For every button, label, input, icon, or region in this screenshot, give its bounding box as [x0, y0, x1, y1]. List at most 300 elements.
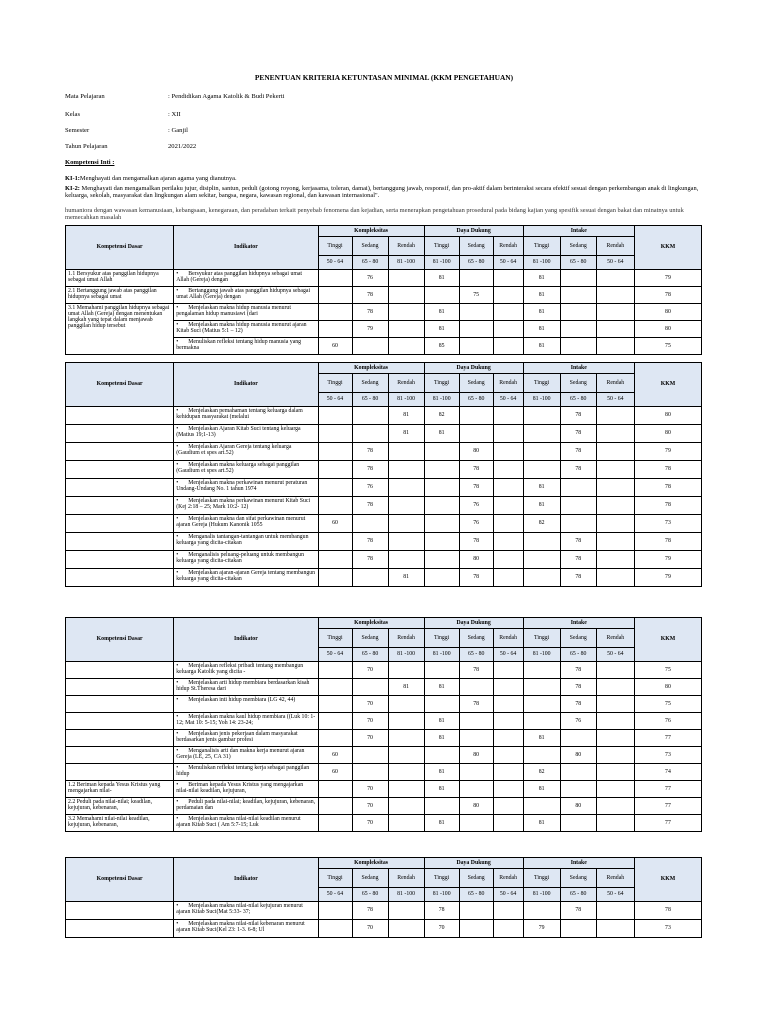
indikator-cell	[174, 679, 318, 696]
kompetensi-dasar-cell	[66, 407, 174, 425]
kkm-cell: 80	[634, 407, 701, 425]
score-cell: 81	[523, 287, 560, 304]
bullet-icon: •	[176, 570, 179, 576]
bullet-icon: •	[176, 680, 179, 686]
table-row	[66, 815, 702, 832]
score-cell: 81	[388, 569, 424, 587]
kkm-cell: 74	[634, 764, 701, 781]
score-cell: 81	[523, 815, 560, 832]
score-cell: 80	[459, 443, 493, 461]
score-cell	[523, 461, 560, 479]
score-cell: 76	[352, 270, 388, 287]
kompetensi-dasar-cell: 2.1 Bertanggung jawab atas panggilan hidupnya sebagai umat	[66, 287, 174, 304]
table-row	[66, 425, 702, 443]
score-cell: 81	[523, 479, 560, 497]
header-level: Rendah	[493, 629, 523, 648]
score-cell: 60	[318, 338, 352, 355]
header-range: 65 - 80	[560, 393, 596, 407]
header-range: 65 - 80	[459, 648, 493, 662]
table-row	[66, 798, 702, 815]
score-cell	[560, 338, 596, 355]
header-level: Sedang	[459, 374, 493, 393]
score-cell	[388, 270, 424, 287]
score-cell	[560, 321, 596, 338]
header-kompleksitas: Kompleksitas	[318, 363, 424, 374]
score-cell: 60	[318, 515, 352, 533]
header-range: 81 -100	[388, 648, 424, 662]
header-range: 65 - 80	[352, 256, 388, 270]
indikator-cell	[174, 270, 318, 287]
meta-label: Tahun Pelajaran	[65, 143, 108, 150]
score-cell: 82	[424, 407, 459, 425]
score-cell: 81	[424, 304, 459, 321]
score-cell: 78	[560, 696, 596, 713]
header-level: Tinggi	[424, 237, 459, 256]
score-cell	[388, 747, 424, 764]
kkm-table-1	[65, 225, 702, 355]
indikator-text: Bertanggung jawab atas panggilan hidupnya sebagai umat Allah (Gereja) dengan	[176, 288, 311, 301]
header-indikator: Indikator	[174, 618, 318, 662]
table-row	[66, 747, 702, 764]
kkm-cell: 73	[634, 920, 701, 938]
score-cell	[560, 815, 596, 832]
score-cell	[388, 781, 424, 798]
score-cell	[318, 713, 352, 730]
score-cell	[523, 551, 560, 569]
indikator-text: Menuliskan refleksi tentang hidup manusia yang bermakna	[176, 339, 302, 352]
header-level: Tinggi	[424, 629, 459, 648]
kompetensi-dasar-cell: 1.1 Bersyukur atas panggilan hidupnya sebagai umat Allah	[66, 270, 174, 287]
kkm-cell: 78	[634, 497, 701, 515]
score-cell: 81	[424, 781, 459, 798]
score-cell	[388, 815, 424, 832]
kompetensi-inti-heading: Kompetensi Inti :	[65, 159, 115, 166]
score-cell: 78	[560, 662, 596, 679]
kompetensi-dasar-cell	[66, 425, 174, 443]
score-cell: 70	[352, 920, 388, 938]
score-cell: 81	[523, 497, 560, 515]
bullet-icon: •	[176, 663, 179, 669]
header-level: Sedang	[352, 237, 388, 256]
indikator-text: Menjelaskan refleksi pribadi tentang membangun keluarga Katolik yang dicita -	[176, 663, 304, 676]
score-cell	[493, 696, 523, 713]
bullet-icon: •	[176, 426, 179, 432]
indikator-text: Menjelaskan makna keluarga sebagai panggilan (Gaudium et spes art.52)	[176, 462, 300, 475]
header-range: 81 -100	[424, 648, 459, 662]
kompetensi-dasar-cell	[66, 764, 174, 781]
score-cell: 78	[352, 902, 388, 920]
bullet-icon: •	[176, 765, 179, 771]
kkm-cell: 80	[634, 425, 701, 443]
score-cell: 78	[459, 569, 493, 587]
kompetensi-dasar-cell: 2.2 Peduli pada nilai-nilai; keadilan, kejujuran, kebenaran,	[66, 798, 174, 815]
header-level: Rendah	[596, 374, 634, 393]
score-cell	[560, 764, 596, 781]
header-range: 50 - 64	[596, 888, 634, 902]
score-cell	[523, 747, 560, 764]
score-cell	[459, 321, 493, 338]
kompetensi-dasar-cell	[66, 443, 174, 461]
score-cell: 78	[560, 902, 596, 920]
header-kompetensi-dasar: Kompetensi Dasar	[66, 226, 174, 270]
score-cell	[352, 338, 388, 355]
score-cell	[493, 730, 523, 747]
score-cell	[596, 662, 634, 679]
kompetensi-dasar-cell	[66, 679, 174, 696]
score-cell	[424, 461, 459, 479]
table-row	[66, 443, 702, 461]
score-cell: 81	[424, 730, 459, 747]
score-cell	[560, 730, 596, 747]
header-range: 81 -100	[523, 888, 560, 902]
kompetensi-dasar-cell	[66, 515, 174, 533]
score-cell: 79	[352, 321, 388, 338]
header-level: Tinggi	[318, 374, 352, 393]
indikator-text: Menjelaskan makna hidup manusia menurut ajaran Kitab Suci (Matius 5:1 – 12)	[176, 322, 307, 335]
score-cell: 81	[388, 407, 424, 425]
table-row	[66, 479, 702, 497]
score-cell	[388, 902, 424, 920]
table-row	[66, 287, 702, 304]
score-cell: 81	[424, 764, 459, 781]
score-cell	[318, 798, 352, 815]
header-kompleksitas: Kompleksitas	[318, 858, 424, 869]
score-cell	[523, 425, 560, 443]
header-level: Rendah	[493, 237, 523, 256]
score-cell	[560, 515, 596, 533]
score-cell	[493, 569, 523, 587]
kkm-cell: 79	[634, 270, 701, 287]
table-row	[66, 497, 702, 515]
header-range: 65 - 80	[352, 648, 388, 662]
score-cell	[596, 551, 634, 569]
kkm-cell: 79	[634, 551, 701, 569]
kkm-table-2	[65, 362, 702, 587]
score-cell: 78	[424, 902, 459, 920]
header-kompetensi-dasar: Kompetensi Dasar	[66, 618, 174, 662]
score-cell	[596, 902, 634, 920]
score-cell: 79	[523, 920, 560, 938]
score-cell	[424, 443, 459, 461]
score-cell	[459, 338, 493, 355]
score-cell	[388, 920, 424, 938]
score-cell: 78	[459, 461, 493, 479]
score-cell: 78	[352, 533, 388, 551]
meta-value: 2021/2022	[168, 143, 197, 150]
score-cell	[424, 479, 459, 497]
kompetensi-dasar-cell: 3.1 Memahami panggilan hidupnya sebagai umat Allah (Gereja) dengan menentukan langkah yang tepat dalam menjawab panggilan hidup tersebut	[66, 304, 174, 355]
score-cell	[318, 679, 352, 696]
bullet-icon: •	[176, 799, 179, 805]
indikator-text: Menjelaskan pemahaman tentang keluarga dalam kehidupan masyarakat (melalui	[176, 408, 303, 421]
score-cell	[318, 696, 352, 713]
score-cell: 81	[523, 321, 560, 338]
indikator-cell	[174, 497, 318, 515]
kompetensi-dasar-cell: 3.2 Memahami nilai-nilai keadilan, kejujuran, kebenaran,	[66, 815, 174, 832]
bullet-icon: •	[176, 288, 179, 294]
score-cell	[596, 730, 634, 747]
meta-value: : Ganjil	[168, 127, 188, 134]
header-level: Sedang	[459, 869, 493, 888]
indikator-text: Menjelaskan Ajaran Kitab Suci tentang keluarga (Matius 19;1-13)	[176, 426, 301, 439]
score-cell	[596, 533, 634, 551]
header-level: Tinggi	[424, 869, 459, 888]
score-cell	[596, 920, 634, 938]
header-level: Rendah	[388, 869, 424, 888]
score-cell	[459, 425, 493, 443]
header-kompleksitas: Kompleksitas	[318, 226, 424, 237]
indikator-cell	[174, 304, 318, 321]
score-cell	[388, 515, 424, 533]
score-cell	[596, 781, 634, 798]
score-cell	[424, 798, 459, 815]
score-cell	[523, 662, 560, 679]
score-cell	[318, 730, 352, 747]
score-cell	[596, 338, 634, 355]
score-cell	[523, 798, 560, 815]
indikator-cell	[174, 461, 318, 479]
score-cell: 80	[459, 747, 493, 764]
header-level: Tinggi	[523, 374, 560, 393]
score-cell: 81	[424, 815, 459, 832]
indikator-text: Menjelaskan arti hidup membiara berdasarkan kisah hidup St.Theresa dari	[176, 680, 310, 693]
header-range: 81 -100	[424, 256, 459, 270]
bullet-icon: •	[176, 534, 179, 540]
score-cell	[424, 569, 459, 587]
header-daya-dukung: Daya Dukung	[424, 363, 523, 374]
table-row	[66, 533, 702, 551]
score-cell	[523, 713, 560, 730]
indikator-cell	[174, 407, 318, 425]
header-range: 81 -100	[388, 888, 424, 902]
header-range: 50 - 64	[318, 256, 352, 270]
bullet-icon: •	[176, 903, 179, 909]
score-cell: 70	[424, 920, 459, 938]
score-cell: 76	[459, 515, 493, 533]
header-range: 81 -100	[424, 888, 459, 902]
score-cell	[560, 304, 596, 321]
score-cell: 78	[560, 569, 596, 587]
bullet-icon: •	[176, 748, 179, 754]
score-cell	[493, 533, 523, 551]
score-cell	[596, 747, 634, 764]
header-intake: Intake	[523, 618, 634, 629]
header-level: Tinggi	[523, 629, 560, 648]
bullet-icon: •	[176, 339, 179, 345]
score-cell	[459, 270, 493, 287]
header-range: 50 - 64	[493, 393, 523, 407]
table-row	[66, 461, 702, 479]
indikator-cell	[174, 781, 318, 798]
indikator-text: Menganalisis arti dan makna kerja menurut ajaran Gereja (LE, 25, CA 31)	[176, 748, 305, 761]
table-row	[66, 679, 702, 696]
score-cell: 76	[352, 479, 388, 497]
header-indikator: Indikator	[174, 363, 318, 407]
header-daya-dukung: Daya Dukung	[424, 226, 523, 237]
score-cell	[318, 497, 352, 515]
indikator-text: Menjelaskan inti hidup membiara (LG 42, 44)	[188, 697, 296, 703]
score-cell: 80	[560, 798, 596, 815]
score-cell	[318, 551, 352, 569]
indikator-text: Beriman kepada Yesus Kristus yang mengajarkan nilai-nilai keadilan, kejujuran,	[176, 782, 304, 795]
score-cell	[596, 679, 634, 696]
score-cell	[424, 515, 459, 533]
score-cell	[596, 304, 634, 321]
kkm-cell: 80	[634, 679, 701, 696]
indikator-cell	[174, 902, 318, 920]
header-level: Sedang	[352, 629, 388, 648]
score-cell: 81	[523, 781, 560, 798]
table-body	[66, 902, 702, 938]
score-cell	[318, 479, 352, 497]
score-cell	[459, 920, 493, 938]
header-level: Rendah	[493, 374, 523, 393]
indikator-cell	[174, 696, 318, 713]
header-range: 65 - 80	[352, 888, 388, 902]
score-cell	[352, 679, 388, 696]
score-cell	[493, 747, 523, 764]
bullet-icon: •	[176, 714, 179, 720]
score-cell: 70	[352, 662, 388, 679]
score-cell	[596, 270, 634, 287]
score-cell	[596, 696, 634, 713]
score-cell	[560, 920, 596, 938]
kkm-cell: 77	[634, 815, 701, 832]
score-cell	[596, 425, 634, 443]
indikator-text: Menganalisis peluang-peluang untuk membangun keluarga yang dicita-citakan	[176, 552, 304, 565]
indikator-cell	[174, 713, 318, 730]
header-range: 50 - 64	[493, 648, 523, 662]
score-cell	[596, 569, 634, 587]
kompetensi-dasar-cell	[66, 479, 174, 497]
score-cell: 60	[318, 747, 352, 764]
kompetensi-dasar-cell: 1.2 Beriman kepada Yesus Kristus yang mengajarkan nilai-	[66, 781, 174, 798]
score-cell	[493, 497, 523, 515]
score-cell	[596, 515, 634, 533]
kkm-cell: 75	[634, 662, 701, 679]
header-level: Sedang	[560, 629, 596, 648]
kompetensi-dasar-cell	[66, 902, 174, 920]
score-cell	[560, 287, 596, 304]
header-kkm: KKM	[634, 363, 701, 407]
header-range: 81 -100	[523, 393, 560, 407]
bullet-icon: •	[176, 498, 179, 504]
score-cell	[493, 270, 523, 287]
header-range: 81 -100	[424, 393, 459, 407]
indikator-cell	[174, 321, 318, 338]
score-cell: 78	[352, 551, 388, 569]
header-range: 81 -100	[388, 393, 424, 407]
score-cell	[493, 781, 523, 798]
score-cell: 81	[424, 270, 459, 287]
table-row	[66, 551, 702, 569]
indikator-text: Menjelaskan makna perkawinan menurut Kitab Suci (Kej 2:18 – 25; Mark 10:2- 12)	[176, 498, 311, 511]
score-cell	[493, 287, 523, 304]
header-intake: Intake	[523, 363, 634, 374]
score-cell: 70	[352, 713, 388, 730]
header-level: Tinggi	[318, 629, 352, 648]
indikator-text: Menjelaskan Ajaran Gereja tentang keluarga (Gaudium et spes art.52)	[176, 444, 292, 457]
header-level: Rendah	[596, 629, 634, 648]
score-cell	[493, 338, 523, 355]
score-cell: 78	[560, 679, 596, 696]
header-range: 50 - 64	[318, 648, 352, 662]
score-cell	[388, 713, 424, 730]
kompetensi-dasar-cell	[66, 497, 174, 515]
score-cell	[596, 497, 634, 515]
score-cell	[388, 287, 424, 304]
header-range: 50 - 64	[493, 888, 523, 902]
kkm-cell: 78	[634, 479, 701, 497]
indikator-cell	[174, 569, 318, 587]
indikator-text: Menganalis tantangan-tantangan untuk membangun keluarga yang dicita-citakan	[176, 534, 309, 547]
score-cell	[388, 730, 424, 747]
kompetensi-dasar-cell	[66, 730, 174, 747]
header-level: Tinggi	[424, 374, 459, 393]
indikator-text: Menjelaskan makna nilai-nilai kejujuran menurut ajaran Kitab Suci(Mat 5:33- 37;	[176, 903, 303, 916]
score-cell: 76	[560, 713, 596, 730]
header-daya-dukung: Daya Dukung	[424, 618, 523, 629]
score-cell	[596, 798, 634, 815]
table-row	[66, 781, 702, 798]
indikator-text: Menjelaskan ajaran-ajaran Gereja tentang membangun keluarga yang dicita-citakan	[176, 570, 316, 583]
score-cell	[493, 407, 523, 425]
score-cell: 81	[424, 679, 459, 696]
score-cell	[459, 730, 493, 747]
score-cell	[388, 497, 424, 515]
ki-2-label: KI-2:	[65, 185, 80, 192]
score-cell	[424, 662, 459, 679]
indikator-cell	[174, 479, 318, 497]
header-daya-dukung: Daya Dukung	[424, 858, 523, 869]
header-kkm: KKM	[634, 618, 701, 662]
bullet-icon: •	[176, 921, 179, 927]
header-level: Sedang	[352, 374, 388, 393]
meta-label: Semester	[65, 127, 90, 134]
header-range: 65 - 80	[459, 393, 493, 407]
header-range: 50 - 64	[596, 393, 634, 407]
indikator-cell	[174, 551, 318, 569]
kompetensi-dasar-cell	[66, 461, 174, 479]
score-cell: 81	[388, 679, 424, 696]
score-cell: 78	[459, 662, 493, 679]
table-row	[66, 662, 702, 679]
score-cell	[352, 764, 388, 781]
score-cell	[493, 479, 523, 497]
score-cell	[523, 533, 560, 551]
score-cell	[560, 270, 596, 287]
score-cell	[388, 304, 424, 321]
score-cell	[424, 696, 459, 713]
score-cell	[596, 443, 634, 461]
score-cell	[388, 798, 424, 815]
score-cell	[352, 407, 388, 425]
score-cell	[352, 515, 388, 533]
indikator-cell	[174, 747, 318, 764]
header-range: 65 - 80	[560, 256, 596, 270]
indikator-text: Menjelaskan makna dan sifat perkawinan menurut ajaran Gereja (Hukum Kanonik 1055	[176, 516, 306, 529]
score-cell	[388, 443, 424, 461]
score-cell	[388, 696, 424, 713]
score-cell: 70	[352, 798, 388, 815]
score-cell	[596, 815, 634, 832]
score-cell: 70	[352, 781, 388, 798]
score-cell: 82	[523, 764, 560, 781]
header-level: Tinggi	[318, 869, 352, 888]
header-range: 81 -100	[523, 648, 560, 662]
bullet-icon: •	[176, 552, 179, 558]
score-cell	[424, 551, 459, 569]
